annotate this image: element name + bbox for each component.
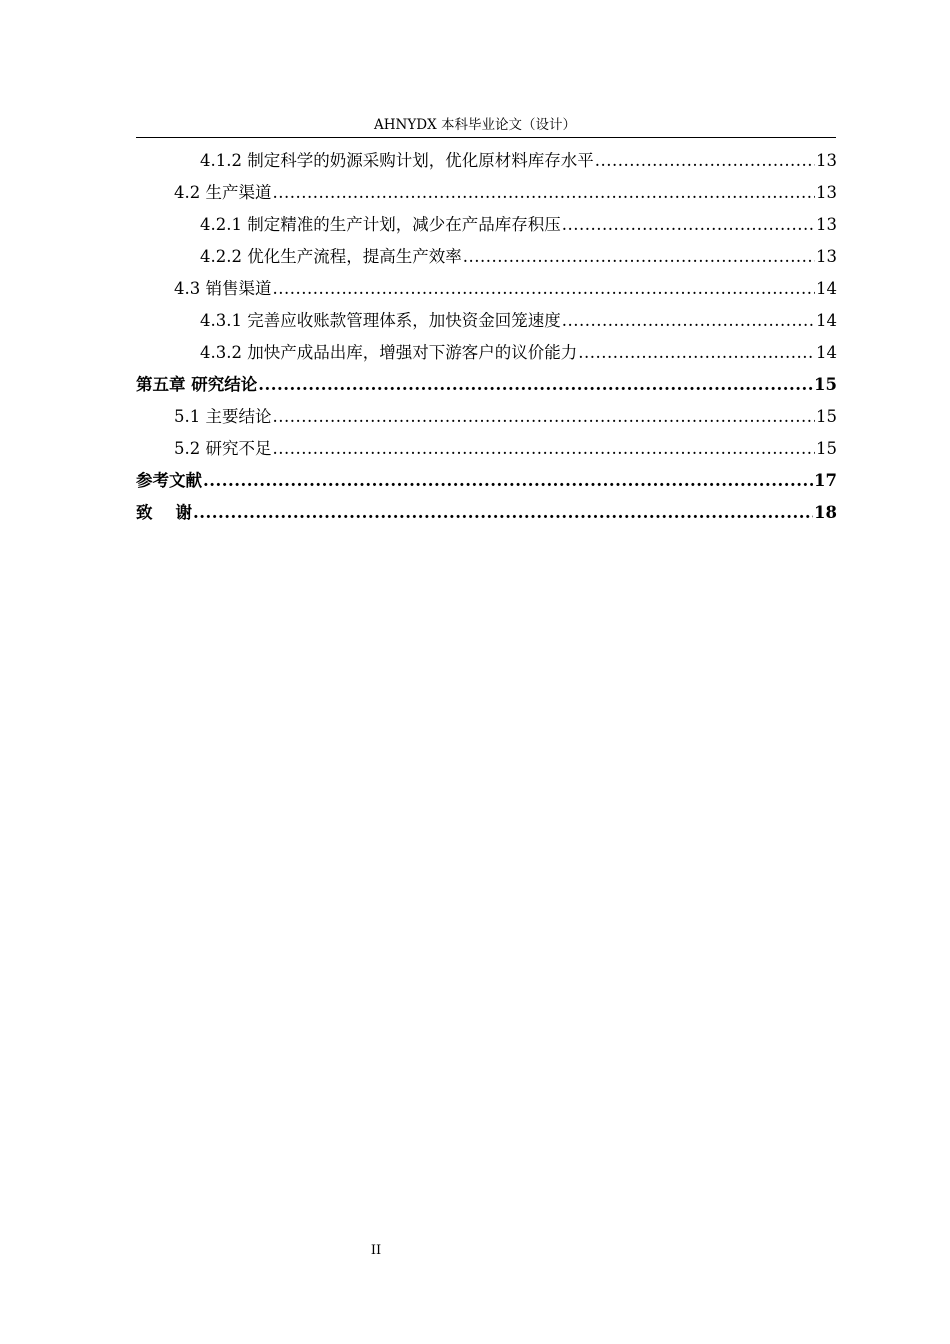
toc-entry-4-2-1[interactable] [136, 209, 837, 241]
toc-dot-leader [578, 337, 815, 369]
toc-entry-page: 13 [816, 247, 837, 266]
toc-dot-leader [273, 401, 816, 433]
toc-entry-5-1[interactable] [136, 401, 837, 433]
toc-entry-page: 13 [816, 183, 837, 202]
toc-entry-page: 13 [816, 151, 837, 170]
toc-entry-title: 4.2.1 制定精准的生产计划，减少在产品库存积压 [200, 215, 561, 234]
toc-entry-4-3[interactable] [136, 273, 837, 305]
toc-entry-title: 4.3.1 完善应收账款管理体系，加快资金回笼速度 [200, 311, 561, 330]
toc-entry-references[interactable] [136, 465, 837, 497]
toc-entry-page: 14 [816, 311, 837, 330]
toc-entry-title: 第五章 研究结论 [136, 375, 258, 394]
toc-entry-5-2[interactable] [136, 433, 837, 465]
toc-entry-4-2[interactable] [136, 177, 837, 209]
page-number: II [370, 1243, 382, 1258]
toc-dot-leader [562, 305, 815, 337]
toc-entry-4-3-1[interactable] [136, 305, 837, 337]
toc-dot-leader [273, 433, 816, 465]
toc-entry-page: 18 [814, 503, 837, 522]
running-header: AHNYDX 本科毕业论文（设计） [374, 117, 576, 133]
toc-entry-title: 5.1 主要结论 [174, 407, 272, 426]
toc-dot-leader [258, 369, 813, 401]
toc-entry-page: 14 [816, 343, 837, 362]
toc-dot-leader [193, 497, 813, 529]
toc-entry-title: 4.2.2 优化生产流程，提高生产效率 [200, 247, 462, 266]
toc-entry-page: 17 [814, 471, 837, 490]
toc-entry-title: 5.2 研究不足 [174, 439, 272, 458]
toc-entry-title: 4.3 销售渠道 [174, 279, 272, 298]
toc-entry-page: 14 [816, 279, 837, 298]
toc-entry-page: 15 [816, 407, 837, 426]
toc-dot-leader [273, 177, 816, 209]
header-rule [136, 137, 836, 138]
toc-entry-4-1-2[interactable] [136, 145, 837, 177]
toc-entry-page: 15 [814, 375, 837, 394]
toc-dot-leader [463, 241, 815, 273]
toc-dot-leader [203, 465, 813, 497]
toc-entry-title: 4.1.2 制定科学的奶源采购计划，优化原材料库存水平 [200, 151, 594, 170]
toc-entry-acknowledgements[interactable] [136, 497, 837, 529]
toc-entry-title: 致 谢 [136, 503, 192, 522]
toc-entry-page: 15 [816, 439, 837, 458]
toc-entry-title: 参考文献 [136, 471, 202, 490]
toc-entry-title: 4.3.2 加快产成品出库，增强对下游客户的议价能力 [200, 343, 578, 362]
table-of-contents [136, 145, 837, 529]
toc-entry-chapter-5[interactable] [136, 369, 837, 401]
toc-entry-4-2-2[interactable] [136, 241, 837, 273]
toc-dot-leader [562, 209, 815, 241]
toc-entry-4-3-2[interactable] [136, 337, 837, 369]
toc-dot-leader [595, 145, 815, 177]
toc-entry-title: 4.2 生产渠道 [174, 183, 272, 202]
toc-entry-page: 13 [816, 215, 837, 234]
toc-dot-leader [273, 273, 816, 305]
